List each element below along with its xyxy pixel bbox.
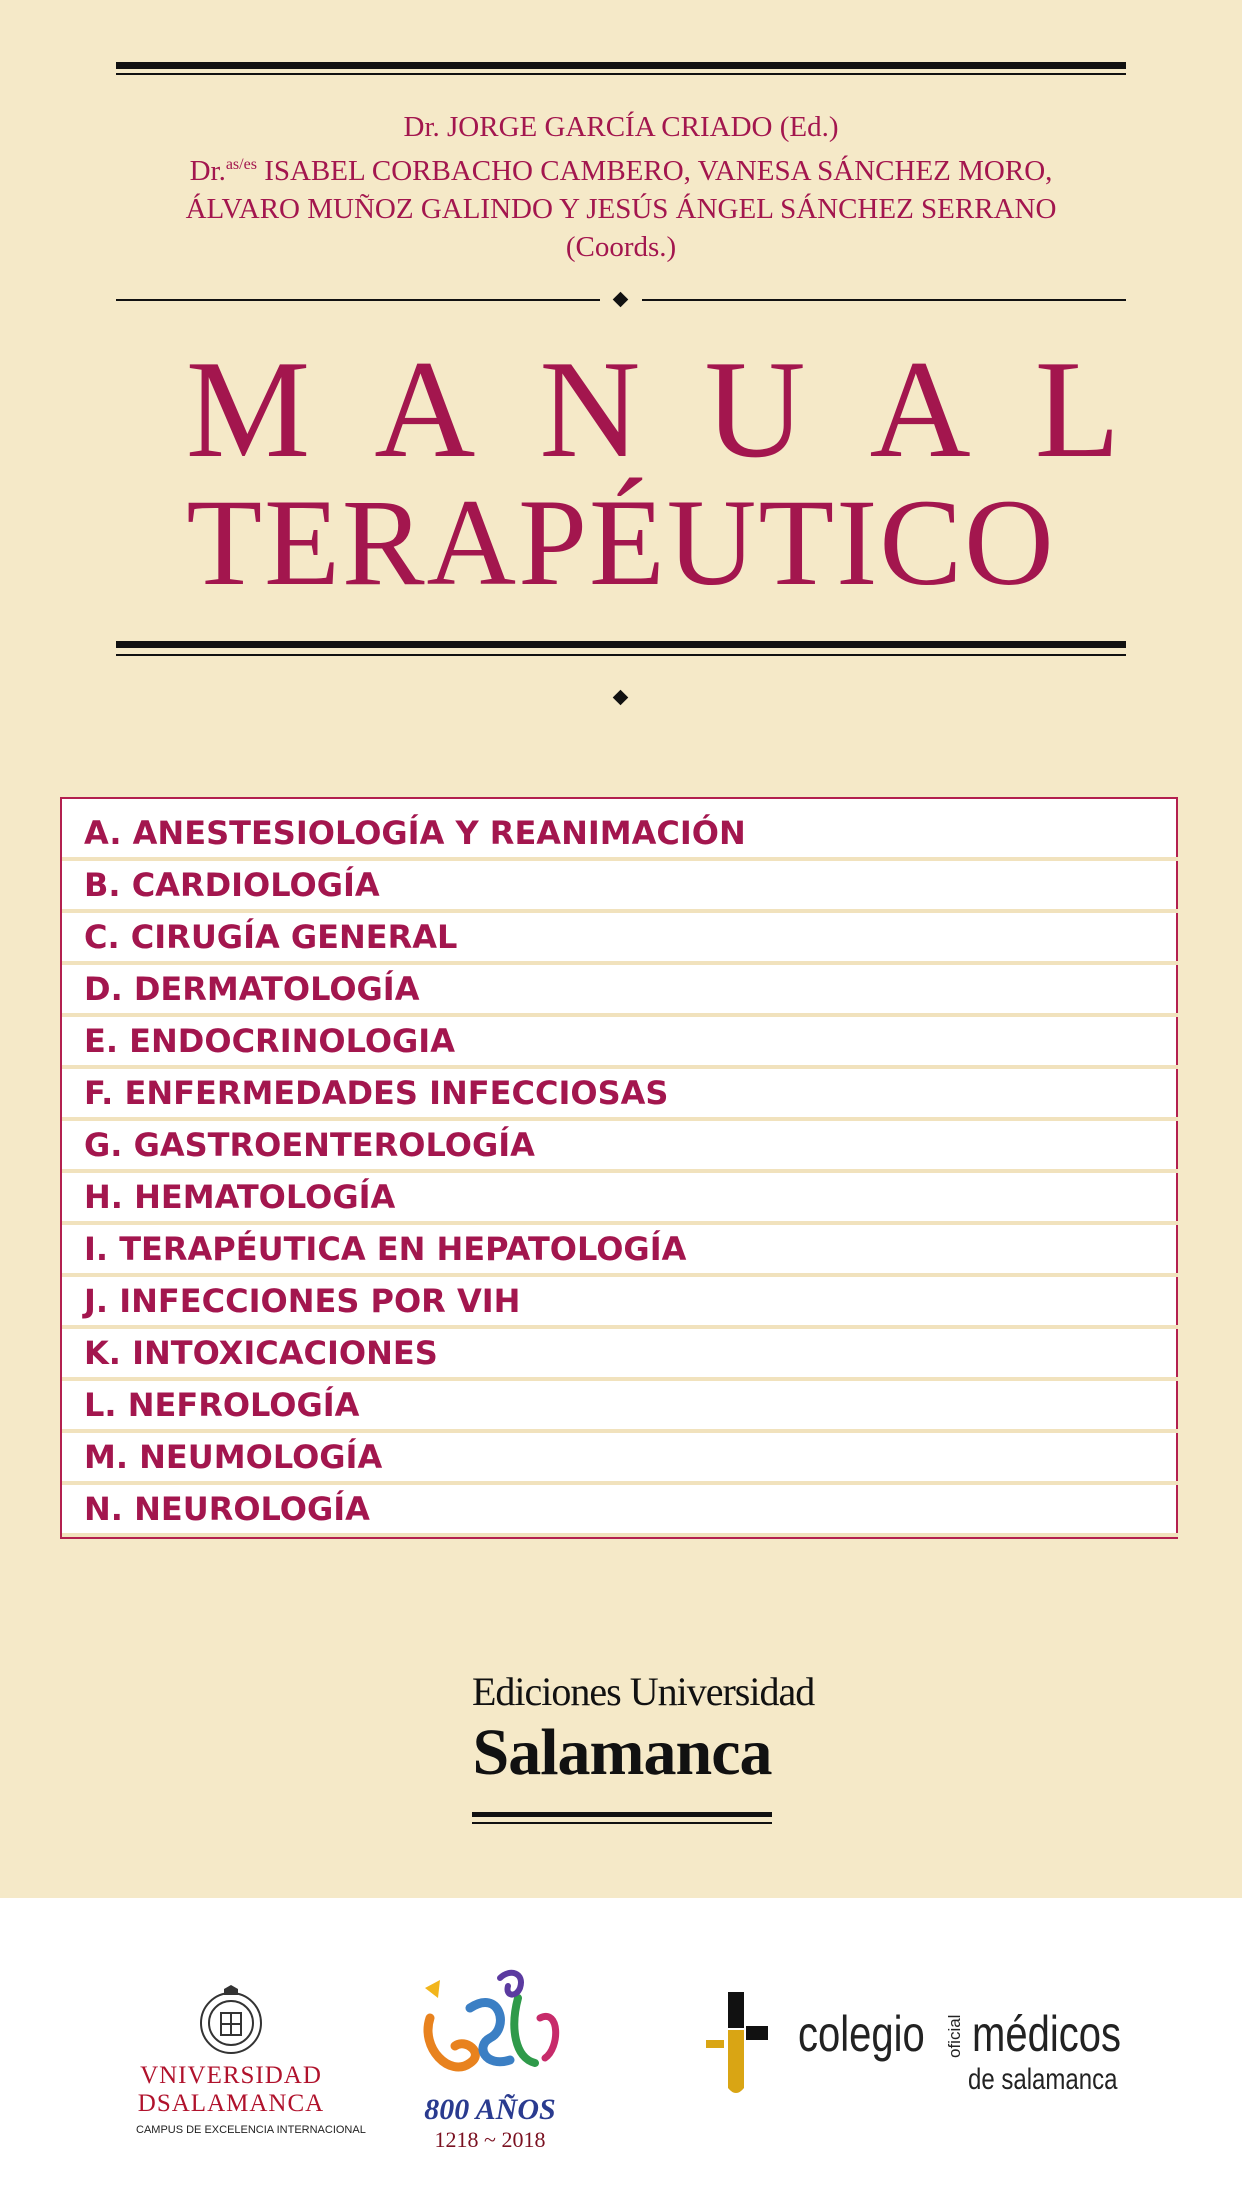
title-rule-thick [116,641,1126,648]
coordinators-line-2: ÁLVARO MUÑOZ GALINDO Y JESÚS ÁNGEL SÁNCHEZ SERRANO [185,193,1057,225]
colegio-word: colegio [798,2006,925,2062]
ornament-line-right [642,299,1126,301]
usal-campus-text: CAMPUS DE EXCELENCIA INTERNACIONAL [136,2124,366,2136]
title-line-1: MANUAL [185,332,1185,487]
title-ornament-diamond [613,690,629,706]
contents-item: C. CIRUGÍA GENERAL [62,913,1178,965]
contents-item: K. INTOXICACIONES [62,1329,1178,1381]
colegio-medicos-logo [700,1988,1120,2118]
colegio-city: de salamanca [968,2063,1118,2096]
usal-name-line-1: VNIVERSIDAD [140,2062,322,2089]
title-rule-thin [116,654,1126,656]
publisher-line-1: Ediciones Universidad [472,1669,815,1714]
colegio-emblem-icon [700,1988,776,2098]
contents-item: F. ENFERMEDADES INFECCIOSAS [62,1069,1178,1121]
contents-item: E. ENDOCRINOLOGIA [62,1017,1178,1069]
ornament-line-left [116,299,600,301]
coordinators-superscript: as/es [225,156,257,173]
colegio-medicos-word: médicos [972,2006,1121,2062]
coordinators-line-1 [0,146,1242,190]
publisher-logo [472,1668,815,1790]
contents-item: L. NEFROLOGÍA [62,1381,1178,1433]
coordinators-prefix: Dr. [189,155,226,187]
anniversary-range-text: 1218 ~ 2018 [434,2127,546,2152]
contents-item: A. ANESTESIOLOGÍA Y REANIMACIÓN [62,809,1178,861]
anniversary-years-text: 800 AÑOS [424,2093,556,2126]
contents-item: N. NEUROLOGÍA [62,1485,1178,1537]
top-rule-thick [116,62,1126,69]
usal-crest-icon [136,1985,326,2057]
editor-line: Dr. JORGE GARCÍA CRIADO (Ed.) [403,111,839,143]
contents-item: M. NEUMOLOGÍA [62,1433,1178,1485]
title-line-2: TERAPÉUTICO [186,474,1056,611]
coordinators-names-1: ISABEL CORBACHO CAMBERO, VANESA SÁNCHEZ MORO, [256,155,1053,187]
contents-box [60,797,1178,1539]
publisher-line-2: Salamanca [472,1716,772,1789]
contents-item: I. TERAPÉUTICA EN HEPATOLOGÍA [62,1225,1178,1277]
publisher-rule-thick [472,1812,772,1817]
usal-name-line-2: DSALAMANCA [137,2090,325,2117]
usal-logo [136,1985,366,2136]
ornament-diamond [613,292,629,308]
top-rule-thin [116,73,1126,75]
usal-800-logo [410,1968,570,2153]
contents-item: D. DERMATOLOGÍA [62,965,1178,1017]
colegio-oficial-word: oficial [945,2014,964,2058]
contents-item: B. CARDIOLOGÍA [62,861,1178,913]
publisher-rule-thin [472,1822,772,1824]
contents-item: G. GASTROENTEROLOGÍA [62,1121,1178,1173]
usal-800-artwork-icon [410,1968,570,2088]
contents-item: J. INFECCIONES POR VIH [62,1277,1178,1329]
authors-block [0,108,1242,266]
contents-item: H. HEMATOLOGÍA [62,1173,1178,1225]
coordinators-label: (Coords.) [565,231,677,263]
